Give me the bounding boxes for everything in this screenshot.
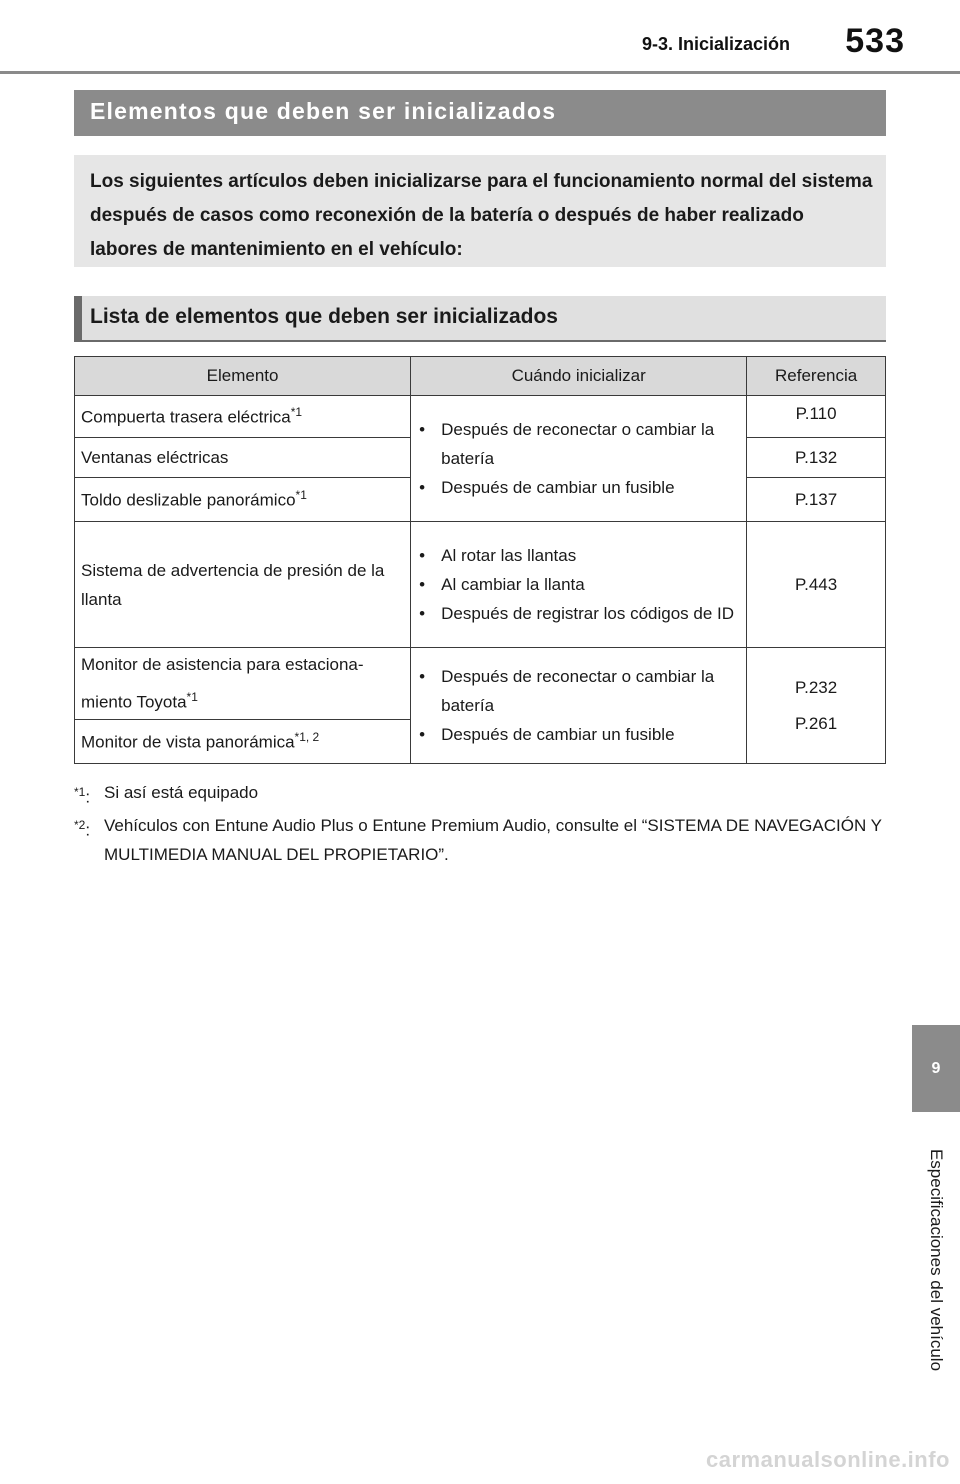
item-name: Monitor de vista panorámica [81, 732, 295, 752]
footnote-text: Si así está equipado [104, 783, 259, 802]
when-bullet: • Al rotar las llantas [417, 541, 740, 570]
table-row [75, 648, 886, 720]
item-cell [75, 396, 411, 438]
watermark: carmanualsonline.info [706, 1447, 950, 1472]
footnote-text: Vehículos con Entune Audio Plus o Entune Premium Audio, consulte el “SISTEMA DE NAVEGACIÓN Y MULTIMEDIA MANUAL DEL PROPIETARIO”. [104, 816, 882, 864]
footnote-mark: $^{*1}$: [74, 785, 91, 807]
when-list [417, 541, 740, 628]
reference-stack [753, 670, 879, 742]
section-header: 9-3. Inicialización [641, 34, 790, 54]
item-sup: *1 [290, 405, 303, 420]
when-bullet: • Después de reconectar o cambiar la batería [417, 415, 740, 473]
footnote [74, 811, 886, 869]
item-sup: *1 [186, 690, 198, 705]
item-name: Sistema de advertencia de presión de la llanta [81, 560, 385, 609]
item-name: Monitor de asistencia para estaciona-miento Toyota [81, 655, 364, 712]
page-number: 533 [845, 22, 905, 60]
table-header-row [75, 357, 886, 396]
chapter-label [912, 1118, 960, 1402]
item-name: Compuerta trasera eléctrica [81, 407, 291, 427]
reference-value: P.261 [794, 713, 838, 733]
when-bullet: • Después de reconectar o cambiar la batería [417, 662, 740, 720]
item-sup: *1 [295, 488, 307, 503]
when-cell [411, 396, 747, 522]
header-element: Elemento [75, 357, 411, 396]
table-row [75, 522, 886, 648]
item-name: Toldo deslizable panorámico [81, 490, 296, 510]
header-divider [0, 71, 960, 74]
item-cell [75, 478, 411, 522]
subsection-title-bar [74, 296, 886, 342]
footnotes [74, 778, 886, 873]
when-list [417, 662, 740, 749]
when-bullet: • Después de cambiar un fusible [417, 473, 740, 502]
table-row [75, 396, 886, 438]
intro-box [74, 155, 886, 267]
intro-text: Los siguientes artículos deben inicializarse para el funcionamiento normal del sistema después de casos como reconexión de la batería o después de haber realizado labores de mantenimiento en el vehículo: [90, 171, 873, 260]
reference-cell [747, 648, 886, 764]
subsection-title: Lista de elementos que deben ser inicializados [90, 305, 558, 328]
reference-value: P.232 [794, 677, 838, 697]
reference-cell: P.132 [747, 438, 886, 478]
item-cell [75, 522, 411, 648]
chapter-label-text: Especificaciones del vehículo [927, 1148, 947, 1372]
section-title-bar [74, 90, 886, 136]
when-cell [411, 522, 747, 648]
when-bullet: • Después de cambiar un fusible [417, 720, 740, 749]
item-cell [75, 720, 411, 764]
reference-cell: P.443 [747, 522, 886, 648]
item-cell [75, 648, 411, 720]
reference-cell: P.110 [747, 396, 886, 438]
when-list [417, 415, 740, 502]
chapter-tab[interactable]: 9 [912, 1025, 960, 1112]
header-when: Cuándo inicializar [411, 357, 747, 396]
item-name: Ventanas eléctricas [81, 447, 229, 467]
when-bullet: • Después de registrar los códigos de ID [417, 599, 740, 628]
reference-cell: P.137 [747, 478, 886, 522]
section-title: Elementos que deben ser inicializados [90, 98, 557, 124]
subsection-accent [74, 296, 82, 340]
footnote [74, 778, 886, 807]
initialization-table [74, 356, 886, 764]
when-bullet: • Al cambiar la llanta [417, 570, 740, 599]
item-cell [75, 438, 411, 478]
item-sup: *1, 2 [294, 730, 320, 745]
when-cell [411, 648, 747, 764]
footnote-mark: $^{*2}$: [74, 818, 91, 840]
header-reference: Referencia [747, 357, 886, 396]
